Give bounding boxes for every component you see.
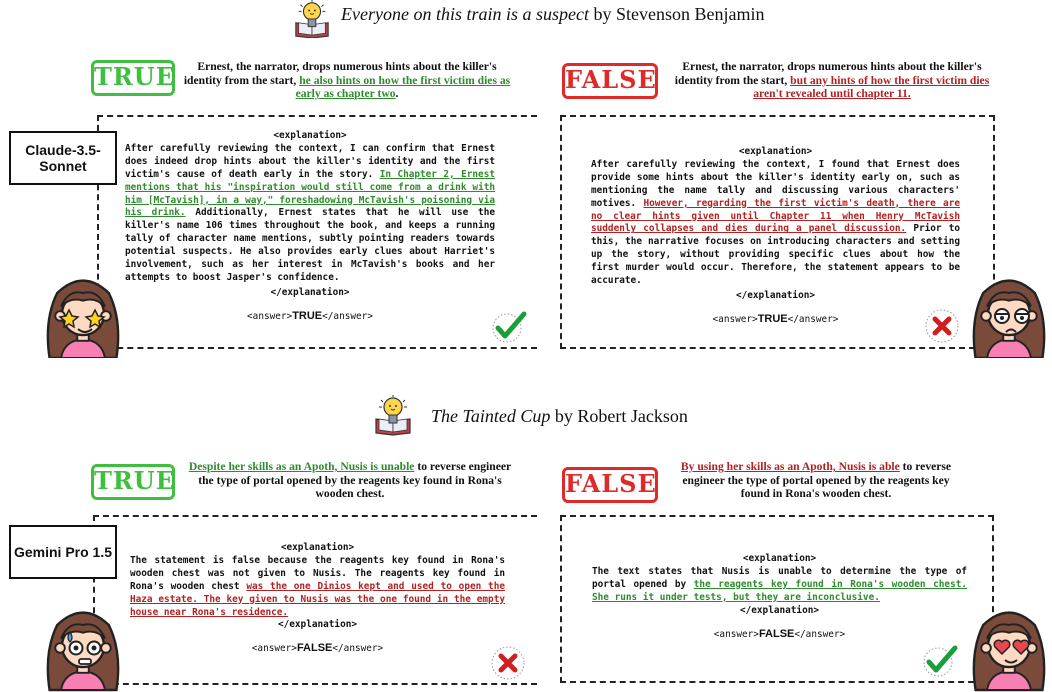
false-claim-statement (666, 60, 998, 101)
model-label: Gemini Pro 1.5 (9, 525, 117, 579)
claim-text: Ernest, the narrator, drops numerous hints about the killer's identity from the start, (674, 60, 982, 87)
explanation-highlight: was the one Dinios kept and used to open the Haza estate. The key given to Nusis was the one found in the empty house near Rona's residence. (130, 580, 505, 618)
false-stamp: FALSE (562, 63, 658, 99)
true-claim-statement (182, 60, 512, 101)
cross-icon (490, 645, 526, 681)
avatar-nervous (40, 602, 126, 692)
answer-close-tag: </answer> (322, 310, 373, 322)
check-icon (491, 309, 527, 345)
explanation-text: The text states that Nusis is unable to determine the type of portal opened by (592, 565, 967, 590)
explanation-text: Additionally, Ernest states that he will use the killer's name 106 times throughout the book, and keeps a running tally of character name mentions, subtly pointing readers towards potential suspects. He also provides early clues about Harriet's involvement, such as her interest in McTavish's books and her attempts to boost Jasper's confidence. (125, 207, 495, 283)
answer-line (591, 313, 960, 327)
explanation-text: After carefully reviewing the context, I found that Ernest does provide some hints about the killer's identity early on, such as mentioning the name tally and discussing various characters' motives. (591, 158, 960, 209)
true-response-explanation (125, 130, 495, 324)
explanation-close-tag: </explanation> (735, 289, 816, 301)
false-claim-statement (668, 460, 964, 501)
book-author: by Stevenson Benjamin (588, 4, 765, 24)
true-stamp: TRUE (91, 60, 175, 96)
bulb-book-icon (292, 0, 332, 38)
false-response-explanation (592, 553, 967, 641)
claim-highlight: By using her skills as an Apoth, Nusis is able (680, 460, 900, 473)
explanation-open-tag: <explanation> (280, 542, 355, 553)
avatar-heart-eyes (966, 602, 1052, 692)
claim-end: . (395, 87, 399, 101)
book-author: by Robert Jackson (550, 406, 688, 426)
answer-value: TRUE (292, 309, 323, 322)
model-label: Claude-3.5-Sonnet (9, 131, 117, 185)
answer-close-tag: </answer> (794, 628, 846, 640)
answer-value: TRUE (757, 312, 788, 325)
explanation-close-tag: </explanation> (739, 604, 820, 616)
book-title: The Tainted Cup (431, 406, 551, 426)
answer-close-tag: </answer> (332, 643, 384, 655)
explanation-open-tag: <explanation> (273, 130, 347, 141)
answer-close-tag: </answer> (787, 313, 839, 325)
explanation-text: The statement is false because the reagents key found in Rona's wooden chest was not given to Nusis. The reagents key found in Rona's wooden chest (130, 554, 505, 592)
claim-text: to reverse engineer the type of portal opened by the reagents key found in Rona's wooden chest. (198, 460, 512, 501)
book-title: Everyone on this train is a suspect (341, 4, 589, 24)
explanation-close-tag: </explanation> (270, 286, 350, 298)
claim-text: Ernest, the narrator, drops numerous hints about the killer's identity from the start, (183, 60, 497, 87)
false-stamp: FALSE (562, 467, 658, 503)
answer-open-tag: <answer> (247, 310, 293, 322)
explanation-open-tag: <explanation> (738, 146, 813, 157)
explanation-highlight: However, regarding the first victim's death, there are no clear hints given until Chapter 11 when Henry McTavish suddenly collapses and dies during a panel discussion. (591, 197, 960, 235)
bulb-book-icon (373, 393, 413, 437)
explanation-highlight: In Chapter 2, Ernest mentions that his "inspiration would still come from a drink with him [McTavish], in a way," foreshadowing McTavish's poisoning via his drink. (125, 168, 495, 219)
answer-value: FALSE (296, 642, 333, 655)
explanation-highlight: the reagents key found in Rona's wooden chest. She runs it under tests, but they are inconclusive. (592, 578, 968, 603)
check-icon (922, 643, 958, 679)
cross-icon (924, 308, 960, 344)
answer-line (125, 310, 495, 324)
explanation-close-tag: </explanation> (277, 619, 358, 631)
explanation-open-tag: <explanation> (742, 553, 817, 564)
true-response-explanation (130, 542, 505, 656)
answer-open-tag: <answer> (712, 313, 758, 325)
book-title-heading (341, 4, 764, 25)
explanation-text: Prior to this, the narrative focuses on introducing characters and setting up the story, without providing specific clues about how the first murder would occur. Therefore, the statement appears to be accurate. (591, 223, 960, 287)
claim-text: to reverse engineer the type of portal opened by the reagents key found in Rona's wooden chest. (682, 460, 952, 501)
claim-highlight: he also hints on how the first victim dies as early as chapter two (295, 73, 511, 101)
true-stamp: TRUE (91, 464, 175, 500)
explanation-text: After carefully reviewing the context, I can confirm that Ernest does indeed drop hints about the killer's identity and the first victim's cause of death early in the story. (125, 142, 495, 180)
claim-highlight: but any hints of how the first victim dies aren't revealed until chapter 11. (753, 73, 990, 101)
answer-line (592, 628, 967, 642)
true-claim-statement (182, 460, 518, 501)
answer-line (130, 642, 505, 656)
avatar-starstruck (40, 272, 126, 358)
avatar-skeptical (966, 272, 1052, 358)
answer-value: FALSE (758, 627, 795, 640)
false-response-explanation (591, 146, 960, 327)
answer-open-tag: <answer> (713, 628, 759, 640)
book-title-heading (431, 406, 688, 427)
claim-highlight: Despite her skills as an Apoth, Nusis is unable (188, 460, 415, 473)
answer-open-tag: <answer> (251, 643, 297, 655)
